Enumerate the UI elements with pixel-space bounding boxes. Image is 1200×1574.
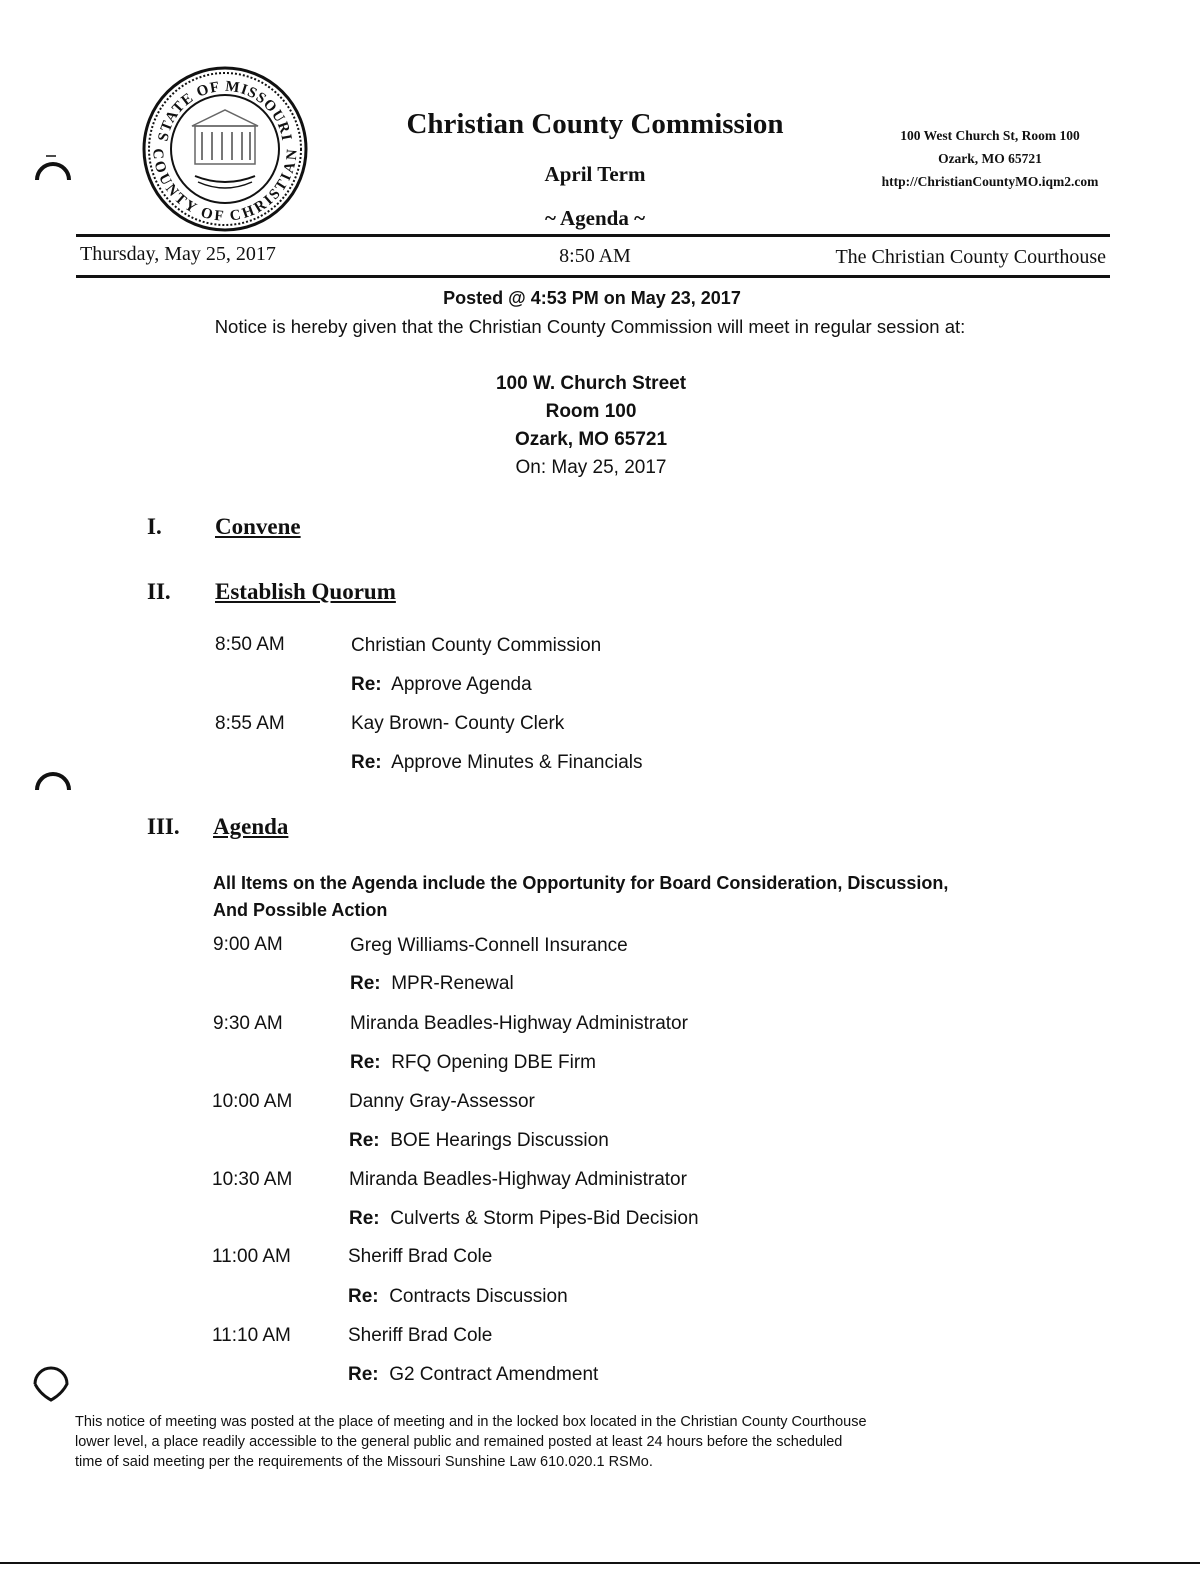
section-title-establish-quorum: Establish Quorum (215, 579, 396, 604)
header-rule-top (76, 234, 1110, 237)
posted-notice: Posted @ 4:53 PM on May 23, 2017 (443, 288, 741, 308)
address-street: 100 W. Church Street (495, 373, 687, 394)
agenda-note (213, 870, 948, 924)
hole-punch-mark-top (34, 148, 72, 182)
posting-notice-footer (75, 1412, 1155, 1472)
agenda-item-re (349, 1208, 699, 1230)
re-label: Re: (351, 674, 382, 695)
agenda-item-time: 10:00 AM (212, 1091, 293, 1112)
hole-punch-mark-bottom (32, 1362, 70, 1406)
re-topic: RFQ Opening DBE Firm (391, 1052, 597, 1073)
re-label: Re: (348, 1286, 379, 1307)
agenda-item-re (350, 973, 514, 995)
address-line-2: Ozark, MO 65721 (938, 151, 1042, 166)
quorum-item-time: 8:55 AM (215, 713, 285, 734)
re-topic: Contracts Discussion (389, 1286, 568, 1307)
agenda-label: ~ Agenda ~ (544, 206, 646, 230)
agenda-note-line-2: And Possible Action (213, 900, 388, 920)
agenda-item-presenter: Miranda Beadles-Highway Administrator (350, 1013, 688, 1034)
re-topic: Culverts & Storm Pipes-Bid Decision (390, 1208, 699, 1229)
agenda-item-presenter: Sheriff Brad Cole (348, 1246, 493, 1267)
agenda-item-presenter: Sheriff Brad Cole (348, 1325, 493, 1346)
re-label: Re: (349, 1130, 380, 1151)
agenda-item-re (350, 1052, 596, 1074)
re-topic: BOE Hearings Discussion (390, 1130, 609, 1151)
address-line-1: 100 West Church St, Room 100 (900, 128, 1080, 143)
quorum-item-time: 8:50 AM (215, 634, 285, 655)
quorum-item-presenter: Christian County Commission (351, 635, 602, 656)
commission-title: Christian County Commission (406, 108, 784, 140)
meeting-date: Thursday, May 25, 2017 (80, 243, 276, 265)
re-label: Re: (348, 1364, 379, 1385)
address-room: Room 100 (545, 401, 637, 422)
address-city: Ozark, MO 65721 (514, 429, 668, 450)
agenda-item-presenter: Danny Gray-Assessor (349, 1091, 535, 1112)
agenda-item-presenter: Greg Williams-Connell Insurance (350, 935, 628, 956)
agenda-item-time: 10:30 AM (212, 1169, 293, 1190)
meeting-time: 8:50 AM (559, 245, 631, 267)
re-topic: MPR-Renewal (391, 973, 514, 994)
quorum-item-presenter: Kay Brown- County Clerk (351, 713, 565, 734)
re-label: Re: (350, 1052, 381, 1073)
footer-line-2: lower level, a place readily accessible to the general public and remained posted at least 24 hours before the scheduled (75, 1434, 843, 1450)
agenda-item-re (349, 1130, 609, 1152)
quorum-item-re (351, 674, 532, 696)
section-title-agenda: Agenda (213, 814, 289, 839)
agenda-item-time: 9:00 AM (213, 934, 283, 955)
hole-punch-mark-middle (34, 758, 72, 792)
footer-line-3: time of said meeting per the requirements of the Missouri Sunshine Law 610.020.1 RSMo. (75, 1454, 653, 1470)
header-rule-bottom (76, 275, 1110, 278)
meeting-on-date: On: May 25, 2017 (515, 457, 667, 478)
section-number-1: I. (147, 514, 162, 539)
agenda-item-time: 9:30 AM (213, 1013, 283, 1034)
re-topic: Approve Agenda (391, 674, 532, 695)
re-topic: Approve Minutes & Financials (391, 752, 643, 773)
address-block (870, 124, 1110, 193)
agenda-item-time: 11:10 AM (212, 1325, 291, 1346)
agenda-item-re (348, 1364, 598, 1386)
footer-line-1: This notice of meeting was posted at the place of meeting and in the locked box located in the Christian County Courthouse (75, 1414, 867, 1430)
section-number-3: III. (147, 814, 180, 839)
section-title-convene: Convene (215, 514, 301, 539)
meeting-location: The Christian County Courthouse (835, 246, 1106, 268)
section-number-2: II. (147, 579, 171, 604)
website-link[interactable]: http://ChristianCountyMO.iqm2.com (881, 174, 1099, 189)
term-label: April Term (544, 162, 646, 186)
notice-intro: Notice is hereby given that the Christian County Commission will meet in regular session at: (214, 316, 966, 337)
svg-text:STATE OF MISSOURI: STATE OF MISSOURI (155, 78, 295, 143)
re-label: Re: (350, 973, 381, 994)
re-label: Re: (351, 752, 382, 773)
agenda-note-line-1: All Items on the Agenda include the Opportunity for Board Consideration, Discussion, (213, 873, 949, 893)
re-label: Re: (349, 1208, 380, 1229)
re-topic: G2 Contract Amendment (389, 1364, 599, 1385)
agenda-item-time: 11:00 AM (212, 1246, 291, 1267)
agenda-item-re (348, 1286, 568, 1308)
quorum-item-re (351, 752, 642, 774)
county-seal-logo (140, 64, 310, 234)
meeting-address (440, 370, 742, 482)
page-bottom-edge (0, 1562, 1200, 1564)
svg-text:COUNTY OF CHRISTIAN: COUNTY OF CHRISTIAN (149, 147, 301, 225)
agenda-item-presenter: Miranda Beadles-Highway Administrator (349, 1169, 687, 1190)
